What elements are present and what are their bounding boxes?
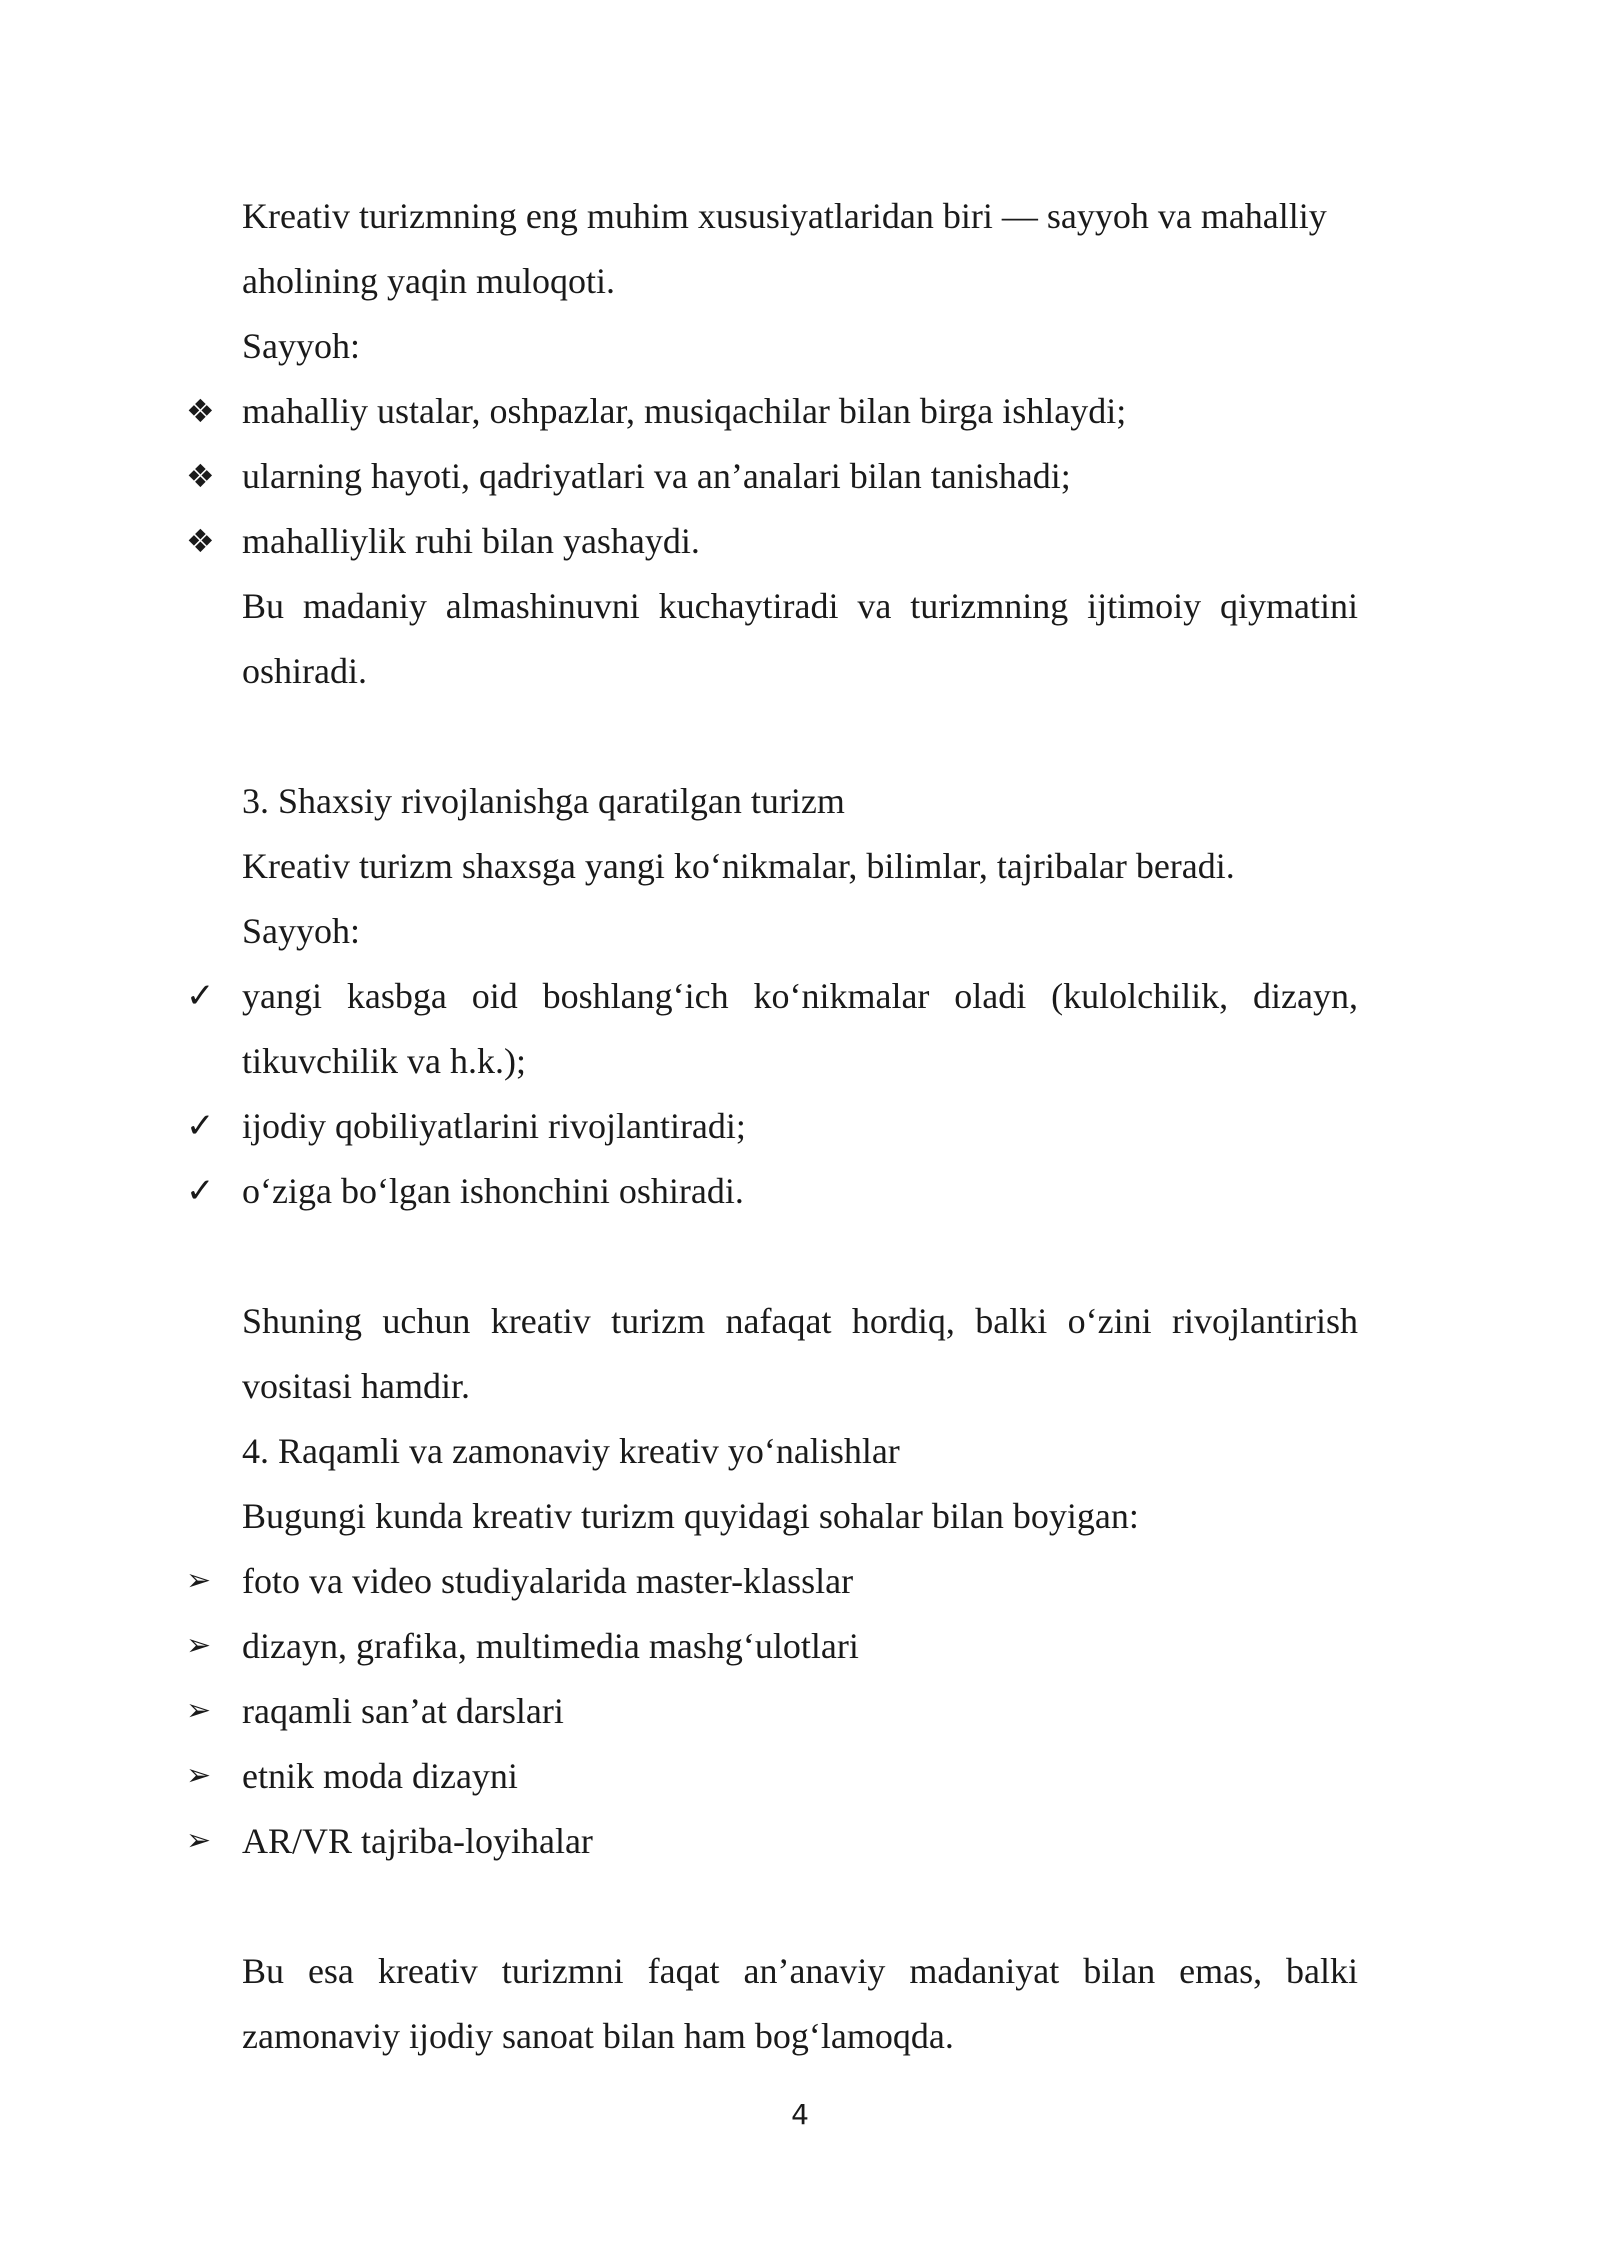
list-item: ijodiy qobiliyatlarini rivojlantiradi;	[242, 1106, 746, 1146]
list-item: raqamli san’at darslari	[242, 1691, 564, 1731]
section-4-heading: 4. Raqamli va zamonaviy kreativ yo‘nalishlar	[242, 1431, 900, 1471]
list-item: AR/VR tajriba-loyihalar	[242, 1821, 593, 1861]
conclusion-2-line-1: Shuning uchun kreativ turizm nafaqat hordiq, balki o‘zini rivojlantirish	[242, 1301, 1358, 1341]
diamond-bullet-icon: ❖	[186, 457, 215, 495]
arrow-bullet-icon: ➢	[186, 1563, 212, 1598]
diamond-bullet-icon: ❖	[186, 392, 215, 430]
arrow-bullet-icon: ➢	[186, 1628, 212, 1663]
conclusion-2-line-2: vositasi hamdir.	[242, 1366, 470, 1406]
checkmark-bullet-icon: ✓	[186, 976, 215, 1016]
section-3-text: Kreativ turizm shaxsga yangi ko‘nikmalar, bilimlar, tajribalar beradi.	[242, 846, 1235, 886]
conclusion-3-line-1: Bu esa kreativ turizmni faqat an’anaviy madaniyat bilan emas, balki	[242, 1951, 1358, 1991]
diamond-bullet-icon: ❖	[186, 522, 215, 560]
intro-line-1: Kreativ turizmning eng muhim xususiyatlaridan biri — sayyoh va mahalliy	[242, 196, 1327, 236]
section-3-sayyoh-label: Sayyoh:	[242, 911, 361, 951]
list-item: mahalliylik ruhi bilan yashaydi.	[242, 521, 700, 561]
list-item: ularning hayoti, qadriyatlari va an’analari bilan tanishadi;	[242, 456, 1071, 496]
arrow-bullet-icon: ➢	[186, 1823, 212, 1858]
arrow-bullet-icon: ➢	[186, 1758, 212, 1793]
intro-sayyoh-label: Sayyoh:	[242, 326, 361, 366]
arrow-bullet-icon: ➢	[186, 1693, 212, 1728]
page-number: 4	[791, 2098, 809, 2131]
list-item: yangi kasbga oid boshlang‘ich ko‘nikmalar oladi (kulolchilik, dizayn,	[242, 976, 1358, 1016]
intro-line-2: aholining yaqin muloqoti.	[242, 261, 615, 301]
list-item: mahalliy ustalar, oshpazlar, musiqachilar bilan birga ishlaydi;	[242, 391, 1127, 431]
conclusion-1-line-2: oshiradi.	[242, 651, 367, 691]
list-item: dizayn, grafika, multimedia mashg‘ulotlari	[242, 1626, 859, 1666]
list-item: etnik moda dizayni	[242, 1756, 518, 1796]
list-item: o‘ziga bo‘lgan ishonchini oshiradi.	[242, 1171, 744, 1211]
conclusion-3-line-2: zamonaviy ijodiy sanoat bilan ham bog‘lamoqda.	[242, 2016, 954, 2056]
conclusion-1-line-1: Bu madaniy almashinuvni kuchaytiradi va turizmning ijtimoiy qiymatini	[242, 586, 1358, 626]
section-4-text: Bugungi kunda kreativ turizm quyidagi sohalar bilan boyigan:	[242, 1496, 1139, 1536]
list-item: foto va video studiyalarida master-klasslar	[242, 1561, 854, 1601]
section-3-heading: 3. Shaxsiy rivojlanishga qaratilgan turizm	[242, 781, 845, 821]
checkmark-bullet-icon: ✓	[186, 1106, 215, 1146]
checkmark-bullet-icon: ✓	[186, 1171, 215, 1211]
list-item-continuation: tikuvchilik va h.k.);	[242, 1041, 526, 1081]
